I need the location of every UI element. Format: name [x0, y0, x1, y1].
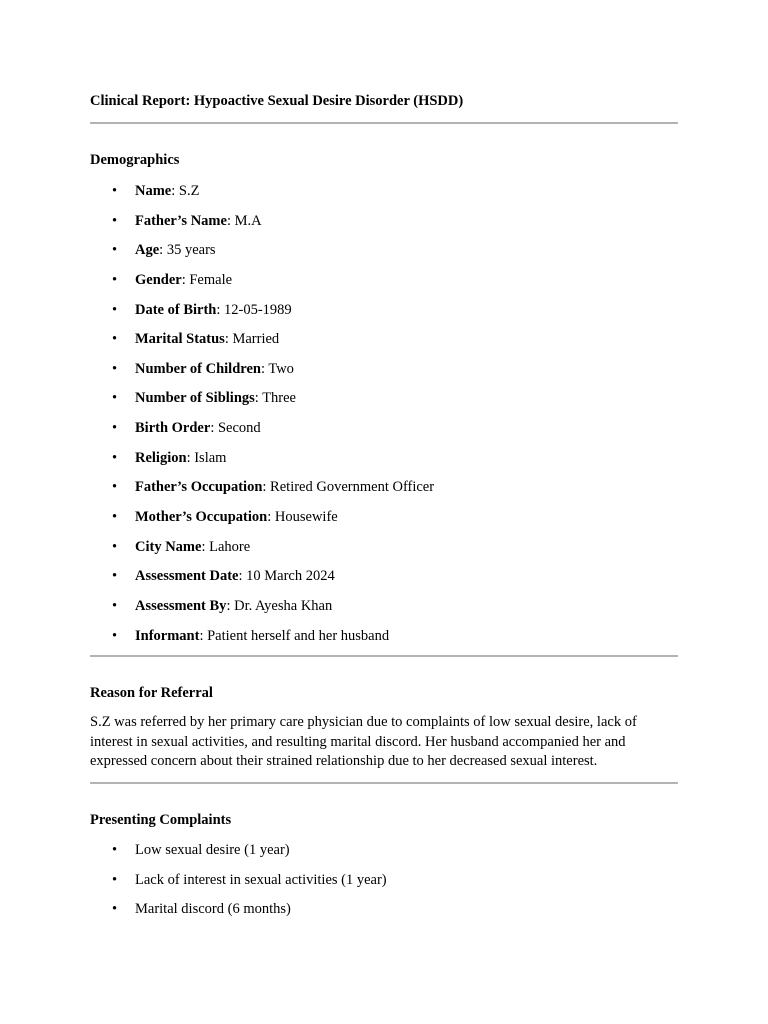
complaints-list [90, 840, 387, 929]
field-value: : Dr. Ayesha Khan [226, 597, 333, 614]
complaints-heading: Presenting Complaints [90, 812, 232, 828]
demographic-item-name [90, 181, 434, 211]
complaint-item [90, 870, 387, 900]
referral-heading: Reason for Referral [90, 685, 213, 701]
field-label: Assessment By [135, 597, 227, 614]
complaint-text: Low sexual desire (1 year) [135, 842, 290, 858]
referral-line: expressed concern about their strained relationship due to her decreased sexual interest. [90, 753, 598, 769]
bullet-icon: • [112, 627, 118, 644]
field-value: : S.Z [171, 183, 200, 199]
field-value: : Three [254, 390, 296, 407]
demographic-item-mothers-occupation [90, 507, 434, 537]
field-label: Name [135, 183, 172, 199]
divider [90, 782, 678, 784]
field-label: Informant [135, 627, 200, 644]
referral-paragraph [90, 713, 678, 772]
field-value: : 12-05-1989 [216, 301, 292, 318]
bullet-icon: • [112, 331, 118, 348]
field-value: : M.A [226, 212, 262, 229]
bullet-icon: • [112, 871, 118, 888]
demographic-item-age [90, 240, 434, 270]
bullet-icon: • [112, 842, 118, 858]
field-label: Father’s Name [135, 212, 227, 229]
bullet-icon: • [112, 509, 118, 526]
referral-line: S.Z was referred by her primary care physician due to complaints of low sexual desire, lack of [90, 714, 637, 730]
demographic-item-siblings [90, 388, 434, 418]
field-label: City Name [135, 538, 202, 555]
field-value: : Married [224, 331, 280, 348]
field-label: Number of Siblings [135, 390, 255, 407]
demographic-item-gender [90, 270, 434, 300]
demographic-item-children [90, 359, 434, 389]
demographic-item-religion [90, 448, 434, 478]
bullet-icon: • [112, 242, 118, 259]
field-value: : Lahore [201, 538, 251, 555]
field-label: Assessment Date [135, 568, 239, 585]
complaint-text: Lack of interest in sexual activities (1 year) [135, 871, 387, 888]
demographic-item-date-of-birth [90, 300, 434, 330]
field-value: : 10 March 2024 [238, 568, 335, 585]
demographics-heading: Demographics [90, 152, 180, 168]
divider [90, 655, 678, 657]
complaint-text: Marital discord (6 months) [135, 901, 291, 918]
demographic-item-fathers-name [90, 211, 434, 241]
referral-line: interest in sexual activities, and resulting marital discord. Her husband accompanied her and [90, 733, 626, 750]
bullet-icon: • [112, 538, 118, 555]
field-label: Age [135, 242, 160, 259]
field-label: Birth Order [135, 420, 211, 437]
demographic-item-informant [90, 626, 434, 656]
bullet-icon: • [112, 420, 118, 437]
bullet-icon: • [112, 449, 118, 466]
bullet-icon: • [112, 271, 118, 288]
field-label: Marital Status [135, 331, 225, 348]
bullet-icon: • [112, 479, 118, 496]
bullet-icon: • [112, 901, 118, 918]
divider [90, 122, 678, 124]
bullet-icon: • [112, 212, 118, 229]
field-value: : Female [181, 271, 233, 288]
demographic-item-city [90, 537, 434, 567]
bullet-icon: • [112, 301, 118, 318]
field-value: : 35 years [159, 242, 216, 259]
bullet-icon: • [112, 568, 118, 585]
field-value: : Second [210, 420, 261, 437]
field-label: Mother’s Occupation [135, 509, 268, 526]
field-label: Number of Children [135, 360, 261, 377]
demographic-item-marital-status [90, 329, 434, 359]
field-value: : Islam [186, 449, 227, 466]
demographic-item-fathers-occupation [90, 477, 434, 507]
bullet-icon: • [112, 390, 118, 407]
bullet-icon: • [112, 360, 118, 377]
bullet-icon: • [112, 597, 118, 614]
field-value: : Patient herself and her husband [199, 627, 390, 644]
demographic-item-birth-order [90, 418, 434, 448]
demographic-item-assessment-date [90, 566, 434, 596]
field-value: : Two [260, 360, 294, 377]
field-value: : Housewife [267, 509, 338, 526]
complaint-item [90, 899, 387, 929]
field-label: Date of Birth [135, 301, 217, 318]
field-label: Gender [135, 271, 182, 288]
demographics-list [90, 181, 434, 655]
demographic-item-assessment-by [90, 596, 434, 626]
field-value: : Retired Government Officer [262, 479, 435, 496]
bullet-icon: • [112, 183, 118, 199]
report-title: Clinical Report: Hypoactive Sexual Desire Disorder (HSDD) [90, 93, 464, 109]
field-label: Religion [135, 449, 187, 466]
complaint-item [90, 840, 387, 870]
field-label: Father’s Occupation [135, 479, 263, 496]
